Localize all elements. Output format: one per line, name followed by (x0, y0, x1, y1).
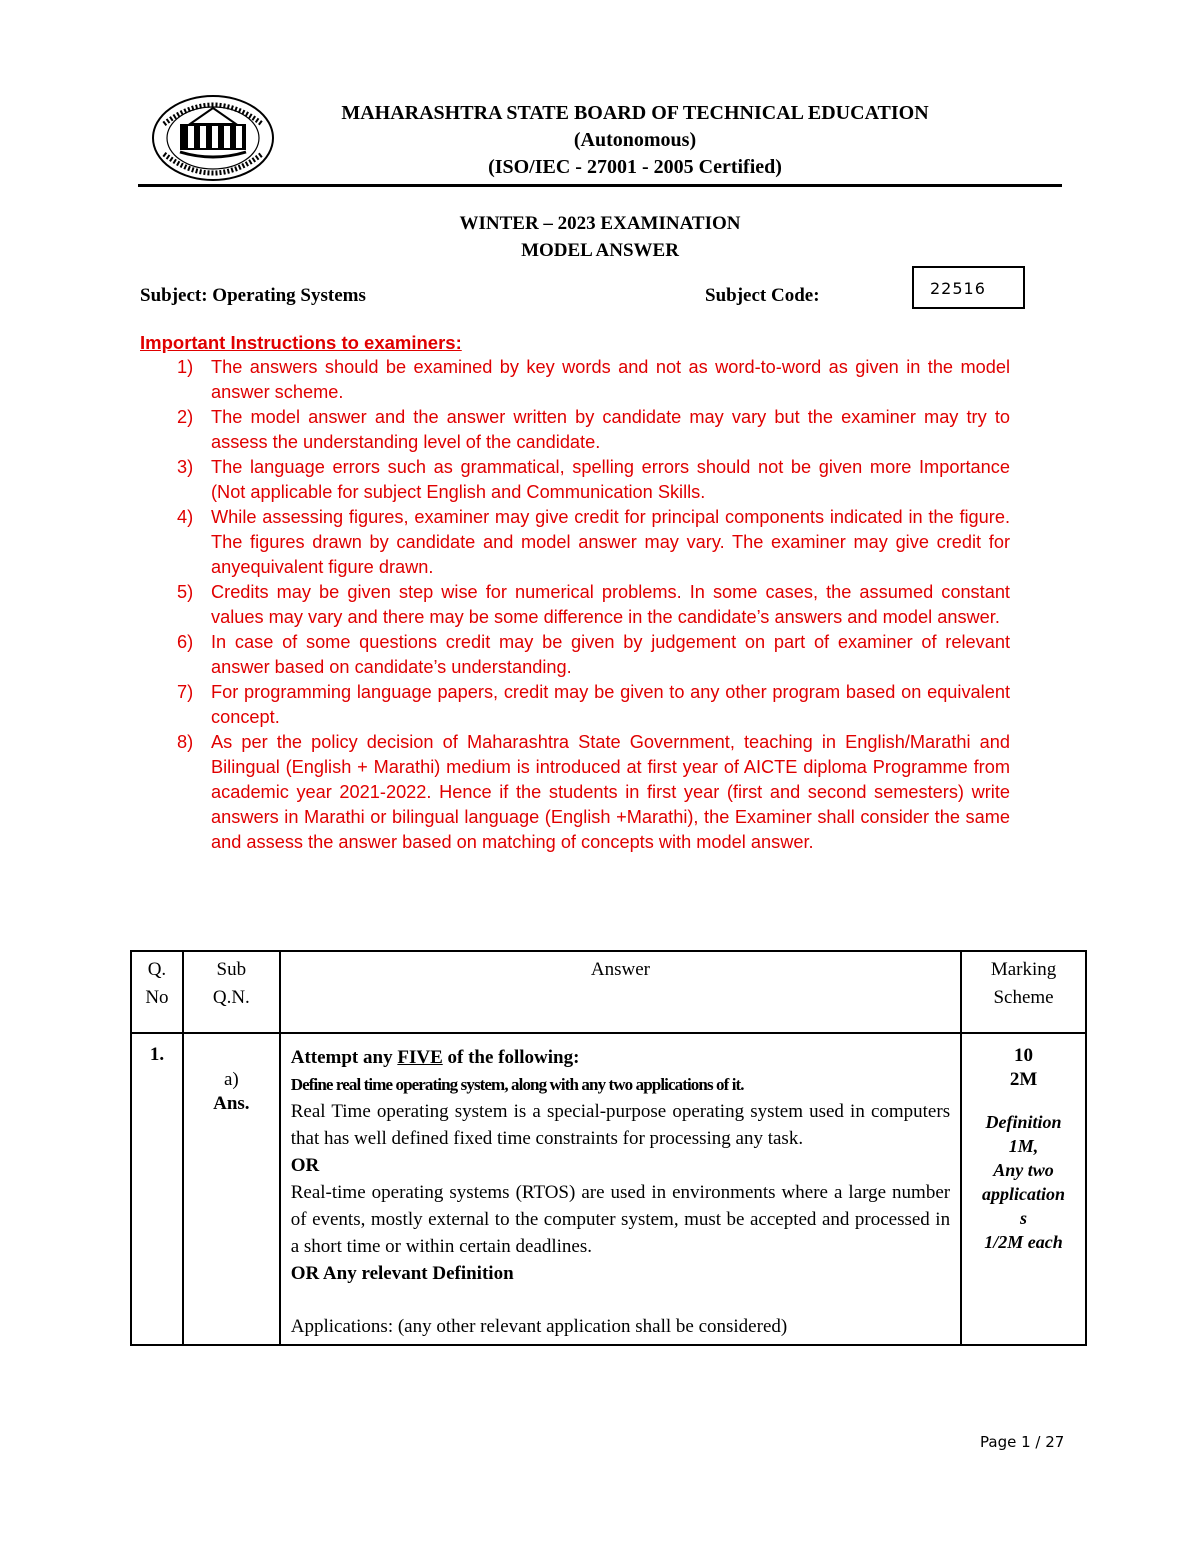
answer-label: Ans. (213, 1093, 250, 1114)
instructions-list (140, 355, 1010, 855)
instruction-number: 8) (177, 732, 194, 752)
blank-line (291, 1287, 950, 1313)
or-relevant-definition: OR Any relevant Definition (290, 1263, 514, 1284)
marking-gap (962, 1092, 1085, 1110)
attempt-suffix: of the following: (442, 1047, 580, 1068)
or-separator: OR (290, 1155, 320, 1176)
board-name: MAHARASHTRA STATE BOARD OF TECHNICAL EDUCATION (341, 102, 929, 124)
instruction-text: For programming language papers, credit may be given to any other program based on equivalent concept. (211, 682, 1010, 727)
subject-name: Subject: Operating Systems (140, 285, 366, 306)
board-header (280, 100, 990, 181)
exam-subtitle: MODEL ANSWER (521, 240, 679, 261)
instruction-item (140, 580, 1010, 630)
marking-cell (961, 1033, 1086, 1345)
answer-cell (280, 1033, 961, 1345)
instruction-number: 4) (177, 507, 194, 527)
question-text: Define real time operating system, along with any two applications of it. (290, 1075, 744, 1094)
header-q-line1: Q. (147, 959, 167, 980)
header-q-no (131, 951, 183, 1033)
instruction-item (140, 680, 1010, 730)
subject-code-box: 22516 (912, 266, 1025, 309)
header-marking-line2: Scheme (993, 987, 1054, 1008)
sub-question-cell (183, 1033, 280, 1345)
instruction-number: 6) (177, 632, 194, 652)
attempt-prefix: Attempt any (290, 1047, 398, 1068)
table-row (131, 1033, 1086, 1345)
header-sub-qn (183, 951, 280, 1033)
scheme-line: 1M, (1008, 1136, 1039, 1156)
answer-paragraph: Real Time operating system is a special-purpose operating system used in computers that has well defined fixed time constraints for processing any task. (290, 1101, 951, 1149)
instruction-item (140, 730, 1010, 855)
board-status: (Autonomous) (573, 129, 697, 151)
scheme-line: 1/2M each (984, 1232, 1063, 1252)
instruction-number: 5) (177, 582, 194, 602)
answer-paragraph: Real-time operating systems (RTOS) are used in environments where a large number of events, mostly external to the computer system, must be accepted and processed in a short time or within certain deadlines. (290, 1182, 951, 1257)
attempt-count: FIVE (397, 1047, 443, 1068)
question-number: 1. (131, 1033, 183, 1345)
sub-question-label: a) (223, 1069, 239, 1090)
subject-code-label: Subject Code: (705, 285, 820, 306)
header-divider (138, 184, 1062, 187)
instruction-item (140, 630, 1010, 680)
header-answer: Answer (280, 951, 961, 1033)
msbte-logo (150, 94, 276, 182)
instruction-text: Credits may be given step wise for numerical problems. In some cases, the assumed constant values may vary and there may be some difference in the candidate’s answers and model answer. (211, 582, 1010, 627)
instruction-number: 7) (177, 682, 194, 702)
instruction-number: 1) (177, 357, 194, 377)
applications-heading: Applications: (any other relevant application shall be considered) (290, 1316, 788, 1337)
header-sub-line1: Sub (216, 959, 247, 980)
header-marking-scheme (961, 951, 1086, 1033)
scheme-line: Any two (993, 1160, 1054, 1180)
attempt-instruction (291, 1044, 950, 1071)
instructions-title: Important Instructions to examiners: (140, 332, 462, 353)
header-q-line2: No (145, 987, 169, 1008)
page-number: Page 1 / 27 (980, 1433, 1065, 1451)
scheme-line: application (982, 1184, 1066, 1204)
instruction-text: While assessing figures, examiner may give credit for principal components indicated in the figure. The figures drawn by candidate and model answer may vary. The examiner may give credit for anyequivalent figure drawn. (211, 507, 1010, 577)
question-marks: 2M (1009, 1069, 1038, 1090)
scheme-line: Definition (985, 1112, 1062, 1132)
exam-title: WINTER – 2023 EXAMINATION (459, 213, 741, 234)
board-certification: (ISO/IEC - 27001 - 2005 Certified) (488, 156, 782, 178)
total-marks: 10 (1014, 1045, 1034, 1066)
instruction-text: As per the policy decision of Maharashtra State Government, teaching in English/Marathi and Bilingual (English + Marathi) medium is introduced at first year of AICTE diploma Programme from academic year 2021-2022. Hence if the students in first year (first and second semesters) write answers in Marathi or bilingual language (English +Marathi), the Examiner shall consider the same and assess the answer based on matching of concepts with model answer. (211, 732, 1010, 852)
instruction-item (140, 405, 1010, 455)
instruction-number: 3) (177, 457, 194, 477)
instruction-text: The model answer and the answer written by candidate may vary but the examiner may try to assess the understanding level of the candidate. (211, 407, 1010, 452)
examiner-instructions (140, 330, 1010, 855)
table-header-row (131, 951, 1086, 1033)
header-marking-line1: Marking (990, 959, 1057, 980)
instruction-item (140, 505, 1010, 580)
instruction-text: In case of some questions credit may be given by judgement on part of examiner of relevant answer based on candidate’s understanding. (211, 632, 1010, 677)
exam-heading (400, 210, 800, 264)
instruction-text: The answers should be examined by key words and not as word-to-word as given in the model answer scheme. (211, 357, 1010, 402)
instruction-item (140, 455, 1010, 505)
instruction-text: The language errors such as grammatical, spelling errors should not be given more Importance (Not applicable for subject English and Communication Skills. (211, 457, 1010, 502)
answer-table (130, 950, 1087, 1346)
scheme-line: s (1020, 1208, 1028, 1228)
instruction-item (140, 355, 1010, 405)
instruction-number: 2) (177, 407, 194, 427)
header-sub-line2: Q.N. (212, 987, 250, 1008)
